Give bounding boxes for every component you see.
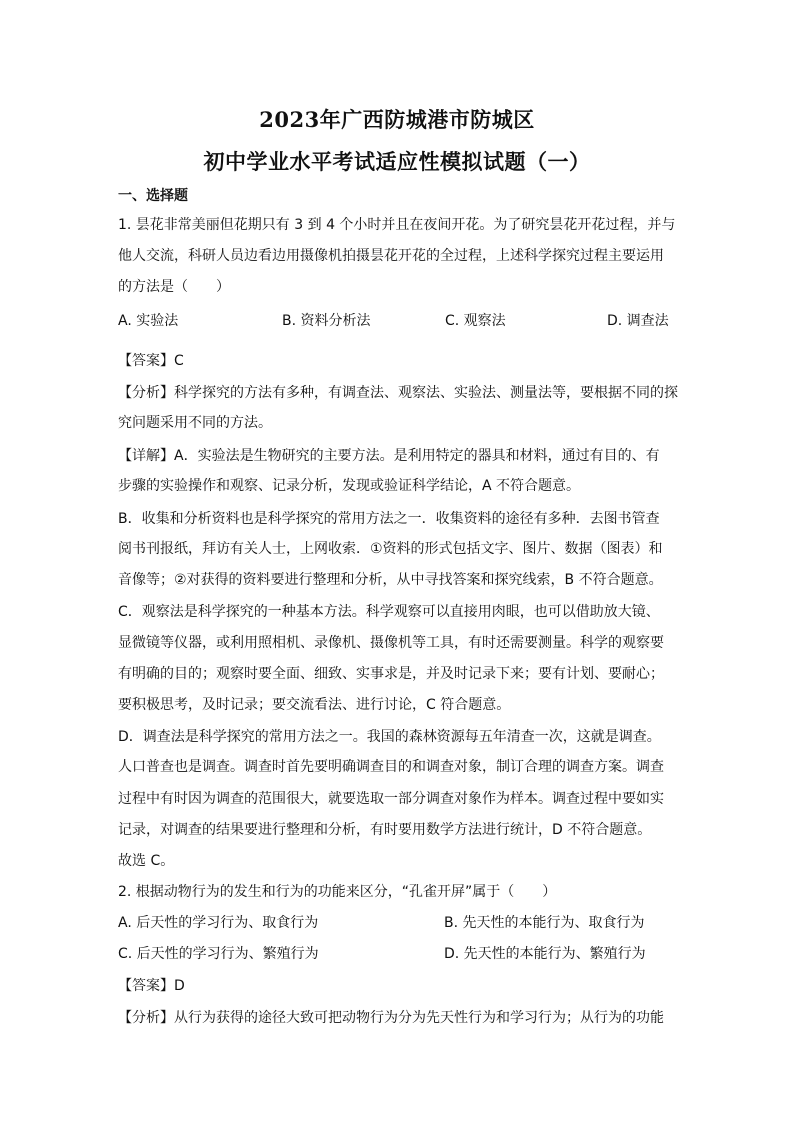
detail-line: B．收集和分析资料也是科学探究的常用方法之一．收集资料的途径有多种．去图书管查 [118,511,660,527]
option-a: A. 实验法 [118,313,179,329]
analysis-line: 【分析】科学探究的方法有多种，有调查法、观察法、实验法、测量法等，要根据不同的探 [118,385,678,401]
detail-line: 故选 C。 [118,853,175,869]
detail-line: 步骤的实验操作和观察、记录分析，发现或验证科学结论，A 不符合题意。 [118,478,581,494]
document-title-line2: 初中学业水平考试适应性模拟试题（一） [203,149,591,174]
analysis-line: 究问题采用不同的方法。 [118,415,272,431]
answer-line: 【答案】D [118,978,185,994]
detail-line: 音像等；②对获得的资料要进行整理和分析，从中寻找答案和探究线索，B 不符合题意。 [118,572,663,588]
detail-line: 记录，对调查的结果要进行整理和分析，有时要用数学方法进行统计，D 不符合题意。 [118,822,652,838]
option-c: C. 后天性的学习行为、繁殖行为 [118,946,319,962]
detail-line: 有明确的目的；观察时要全面、细致、实事求是，并及时记录下来；要有计划、要耐心； [118,666,664,682]
detail-line: 【详解】A．实验法是生物研究的主要方法。是利用特定的器具和材料，通过有目的、有 [118,448,660,464]
detail-line: D．调查法是科学探究的常用方法之一。我国的森林资源每五年清查一次，这就是调查。 [118,729,661,745]
detail-line: 显微镜等仪器，或利用照相机、录像机、摄像机等工具，有时还需要测量。科学的观察要 [118,635,664,651]
question-stem-line: 2. 根据动物行为的发生和行为的功能来区分，“孔雀开屏”属于（ ） [118,884,557,900]
option-b: B. 先天性的本能行为、取食行为 [444,915,645,931]
analysis-line: 【分析】从行为获得的途径大致可把动物行为分为先天性行为和学习行为；从行为的功能 [118,1010,664,1026]
option-d: D. 调查法 [607,313,669,329]
detail-line: 要积极思考，及时记录；要交流看法、进行讨论，C 符合题意。 [118,697,511,713]
question-stem-line: 他人交流，科研人员边看边用摄像机拍摄昙花开花的全过程，上述科学探究过程主要运用 [118,248,664,264]
option-b: B. 资料分析法 [282,313,371,329]
detail-line: C．观察法是科学探究的一种基本方法。科学观察可以直接用肉眼，也可以借助放大镜、 [118,604,660,620]
detail-line: 阅书刊报纸，拜访有关人士，上网收索．①资料的形式包括文字、图片、数据（图表）和 [118,541,663,557]
section-heading: 一、选择题 [118,188,188,204]
document-title-line1: 2023年广西防城港市防城区 [259,107,535,132]
detail-line: 人口普查也是调查。调查时首先要明确调查目的和调查对象，制订合理的调查方案。调查 [118,759,664,775]
option-c: C. 观察法 [445,313,506,329]
answer-line: 【答案】C [118,353,184,369]
option-d: D. 先天性的本能行为、繁殖行为 [444,946,646,962]
option-a: A. 后天性的学习行为、取食行为 [118,915,319,931]
detail-line: 过程中有时因为调查的范围很大，就要选取一部分调查对象作为样本。调查过程中要如实 [118,791,664,807]
question-stem-line: 的方法是（ ） [118,279,230,295]
question-stem-line: 1. 昙花非常美丽但花期只有 3 到 4 个小时并且在夜间开花。为了研究昙花开花过程，并与 [118,217,676,233]
